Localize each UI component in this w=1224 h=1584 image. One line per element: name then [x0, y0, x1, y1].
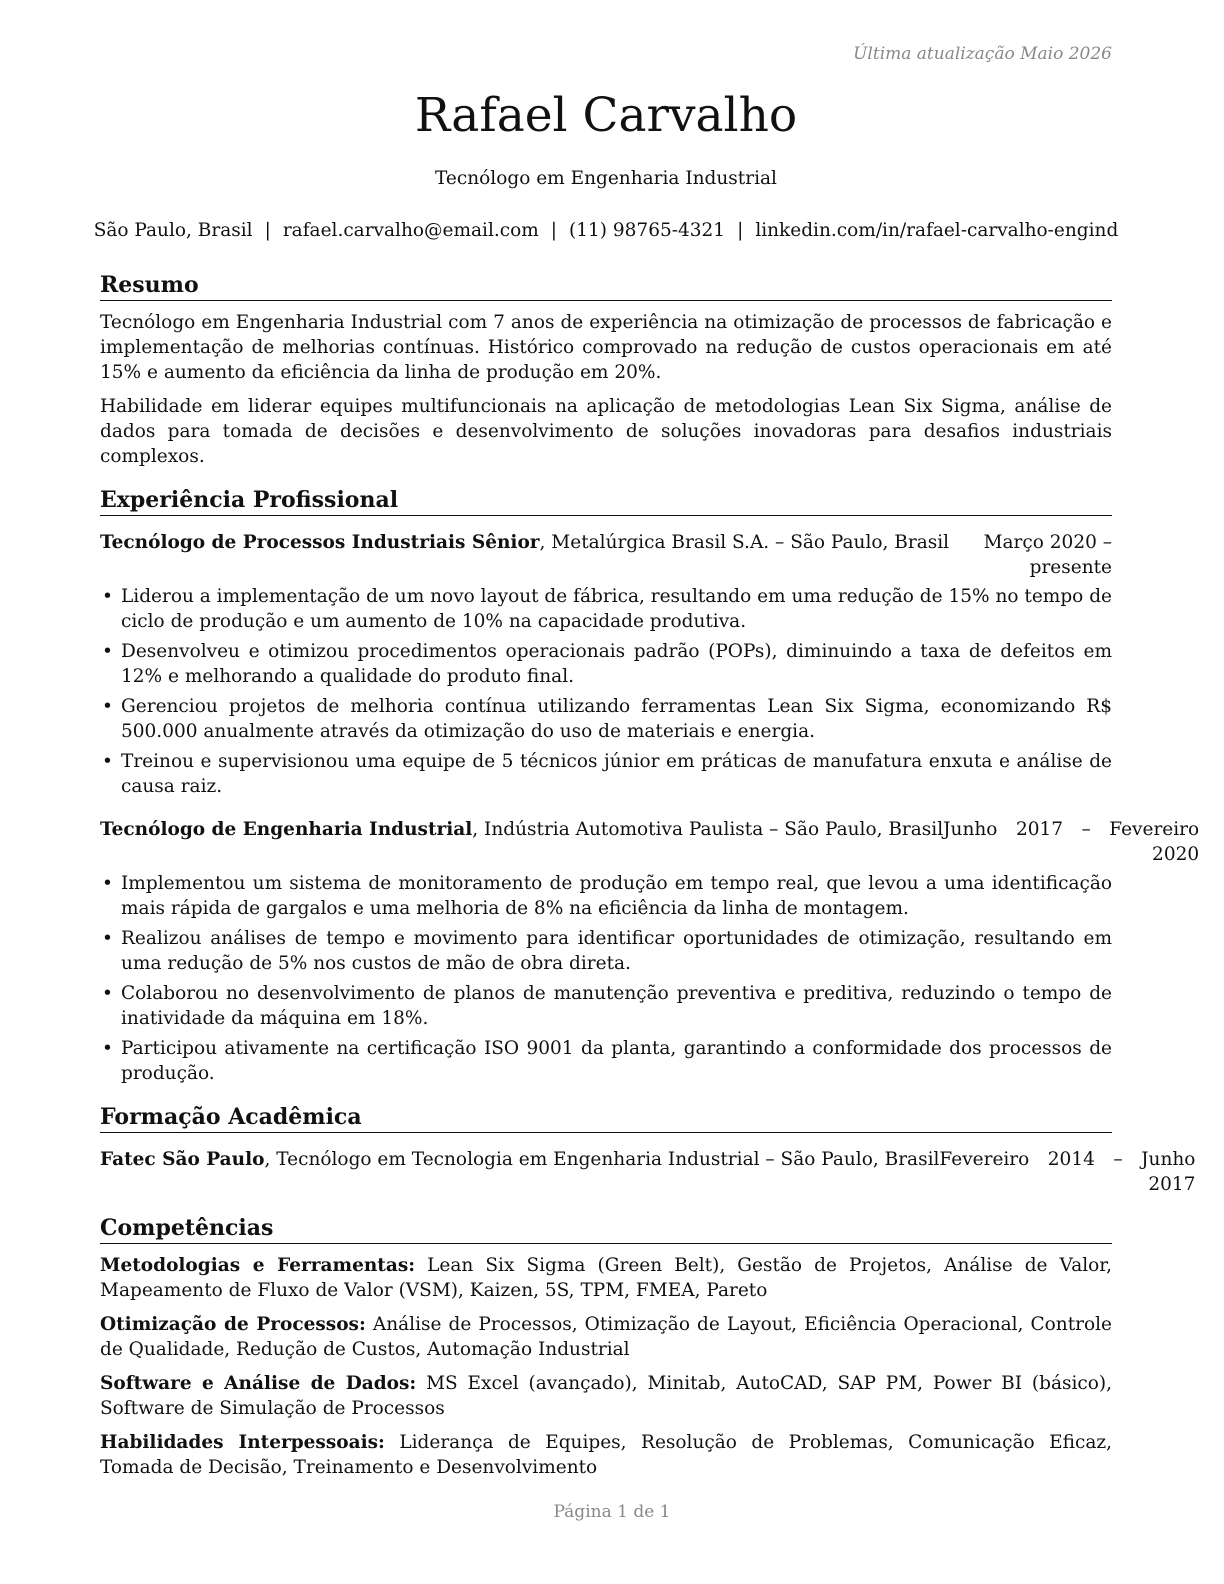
bullet-icon: • — [102, 641, 113, 662]
job-role: Tecnólogo de Processos Industriais Sênior — [100, 532, 540, 553]
skill-group-label: Otimização de Processos: — [100, 1314, 366, 1335]
summary-section — [100, 270, 1112, 469]
bullet-text: Gerenciou projetos de melhoria contínua utilizando ferramentas Lean Six Sigma, economizando R$ 500.000 anualmente através da otimização do uso de materiais e energia. — [121, 696, 1112, 742]
job-role: Tecnólogo de Engenharia Industrial — [100, 819, 473, 840]
skill-group-label: Software e Análise de Dados: — [100, 1373, 417, 1394]
skills-section — [100, 1213, 1112, 1480]
contact-location: São Paulo, Brasil — [93, 220, 253, 241]
summary-paragraph: Tecnólogo em Engenharia Industrial com 7 anos de experiência na otimização de processos de fabricação e implementação de melhorias contínuas. Histórico comprovado na redução de custos operacionais em até 15% e aumento da eficiência da linha de produção em 20%. — [100, 312, 1112, 383]
job-company: , Indústria Automotiva Paulista – São Paulo, Brasil — [472, 819, 944, 840]
education-degree: , Tecnólogo em Tecnologia em Engenharia Industrial – São Paulo, Brasil — [264, 1149, 940, 1170]
contact-separator: | — [550, 220, 558, 241]
job-bullets — [100, 584, 1112, 799]
bullet-icon: • — [102, 696, 113, 717]
section-heading-skills: Competências — [100, 1213, 1112, 1244]
contact-line — [86, 218, 1126, 244]
list-item — [100, 749, 1112, 799]
list-item — [100, 926, 1112, 976]
contact-linkedin[interactable]: linkedin.com/in/rafael-carvalho-engind — [755, 220, 1119, 241]
job-header — [100, 530, 1112, 580]
bullet-text: Implementou um sistema de monitoramento de produção em tempo real, que levou a uma identificação mais rápida de gargalos e uma melhoria de 8% na eficiência da linha de montagem. — [121, 873, 1112, 919]
bullet-text: Treinou e supervisionou uma equipe de 5 técnicos júnior em práticas de manufatura enxuta e análise de causa raiz. — [121, 751, 1112, 797]
skill-group — [100, 1430, 1112, 1480]
bullet-text: Colaborou no desenvolvimento de planos de manutenção preventiva e preditiva, reduzindo o tempo de inatividade da máquina em 18%. — [121, 983, 1112, 1029]
bullet-text: Liderou a implementação de um novo layout de fábrica, resultando em uma redução de 15% no tempo de ciclo de produção e um aumento de 10% na capacidade produtiva. — [121, 586, 1112, 632]
skill-group — [100, 1253, 1112, 1303]
last-updated: Última atualização Maio 2026 — [853, 44, 1112, 64]
skill-group-label: Habilidades Interpessoais: — [100, 1432, 385, 1453]
list-item — [100, 1036, 1112, 1086]
bullet-icon: • — [102, 983, 113, 1004]
job-dates: Junho 2017 – Fevereiro 2020 — [943, 819, 1200, 865]
list-item — [100, 981, 1112, 1031]
contact-email[interactable]: rafael.carvalho@email.com — [282, 220, 539, 241]
bullet-text: Participou ativamente na certificação ISO 9001 da planta, garantindo a conformidade dos processos de produção. — [121, 1038, 1112, 1084]
education-school: Fatec São Paulo — [100, 1149, 265, 1170]
candidate-name: Rafael Carvalho — [414, 88, 798, 143]
contact-separator: | — [737, 220, 744, 241]
skill-group-text: Lean Six Sigma (Green Belt), Gestão de Projetos, Análise de Valor, Mapeamento de Fluxo de Valor (VSM), Kaizen, 5S, TPM, FMEA, Pareto — [100, 1255, 1112, 1301]
candidate-title: Tecnólogo em Engenharia Industrial — [435, 168, 777, 189]
bullet-icon: • — [102, 586, 113, 607]
list-item — [100, 639, 1112, 689]
bullet-icon: • — [102, 928, 113, 949]
contact-separator: | — [264, 220, 271, 241]
job-dates: Março 2020 – presente — [983, 532, 1112, 578]
education-section — [100, 1102, 1196, 1197]
job-entry — [100, 817, 1200, 1086]
list-item — [100, 584, 1112, 634]
education-entry — [100, 1147, 1196, 1197]
contact-phone: (11) 98765-4321 — [569, 220, 726, 241]
list-item — [100, 871, 1112, 921]
bullet-text: Desenvolveu e otimizou procedimentos operacionais padrão (POPs), diminuindo a taxa de defeitos em 12% e melhorando a qualidade do produto final. — [121, 641, 1112, 687]
bullet-text: Realizou análises de tempo e movimento para identificar oportunidades de otimização, resultando em uma redução de 5% nos custos de mão de obra direta. — [121, 928, 1112, 974]
job-entry — [100, 530, 1112, 799]
skill-group-label: Metodologias e Ferramentas: — [100, 1255, 416, 1276]
job-company: , Metalúrgica Brasil S.A. – São Paulo, Brasil — [539, 532, 950, 553]
job-bullets — [100, 871, 1112, 1086]
experience-section — [100, 485, 1200, 1086]
section-heading-education: Formação Acadêmica — [100, 1102, 1112, 1133]
resume-body — [100, 270, 1200, 1496]
skill-group — [100, 1312, 1112, 1362]
bullet-icon: • — [102, 1038, 113, 1059]
section-heading-summary: Resumo — [100, 270, 1112, 301]
page-number: Página 1 de 1 — [553, 1502, 671, 1522]
skill-group-text: Análise de Processos, Otimização de Layout, Eficiência Operacional, Controle de Qualidade, Redução de Custos, Automação Industrial — [100, 1314, 1112, 1360]
skill-group-text: MS Excel (avançado), Minitab, AutoCAD, SAP PM, Power BI (básico), Software de Simulação de Processos — [100, 1373, 1112, 1419]
list-item — [100, 694, 1112, 744]
bullet-icon: • — [102, 751, 113, 772]
job-header — [100, 817, 1200, 867]
section-heading-experience: Experiência Profissional — [100, 485, 1112, 516]
skill-group-text: Liderança de Equipes, Resolução de Problemas, Comunicação Eficaz, Tomada de Decisão, Treinamento e Desenvolvimento — [100, 1432, 1112, 1478]
summary-paragraph: Habilidade em liderar equipes multifuncionais na aplicação de metodologias Lean Six Sigma, análise de dados para tomada de decisões e desenvolvimento de soluções inovadoras para desafios industriais complexos. — [100, 396, 1112, 467]
skill-group — [100, 1371, 1112, 1421]
education-dates: Fevereiro 2014 – Junho 2017 — [939, 1149, 1196, 1195]
bullet-icon: • — [102, 873, 113, 894]
